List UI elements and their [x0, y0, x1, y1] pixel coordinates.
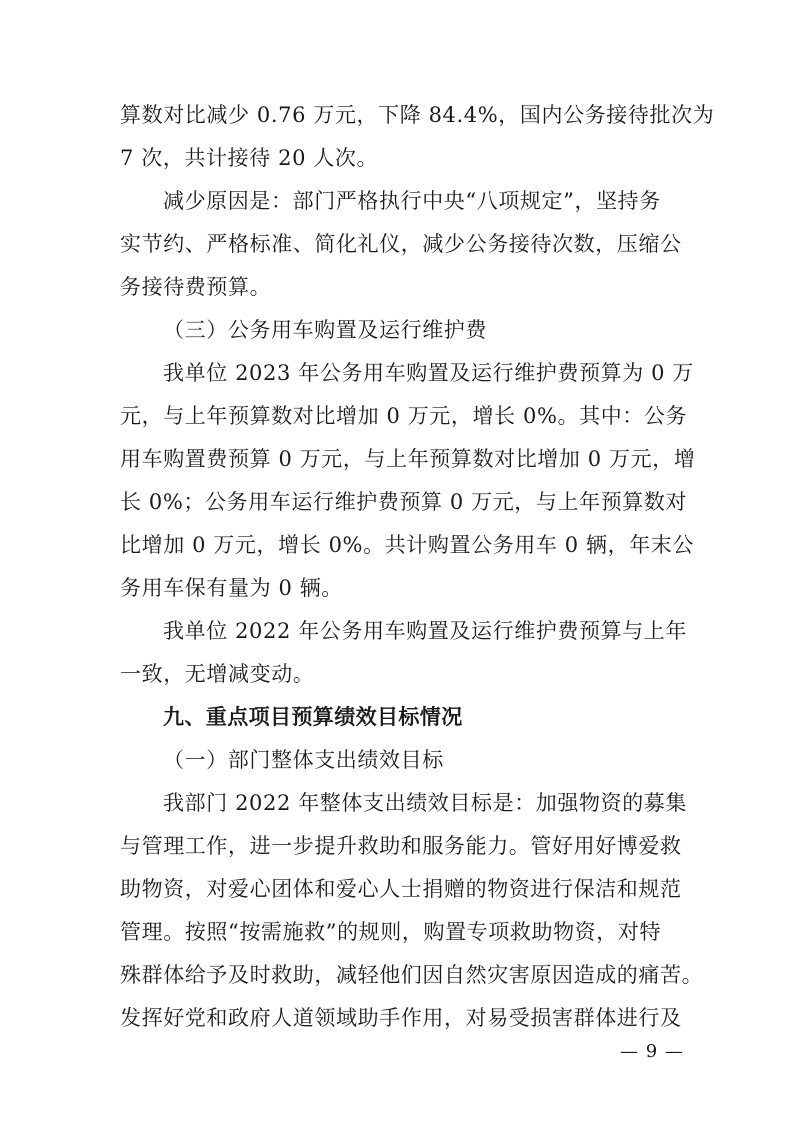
- body-text-line: 我单位 2022 年公务用车购置及运行维护费预算与上年: [163, 619, 687, 643]
- subsection-heading: （一）部门整体支出绩效目标: [163, 748, 444, 772]
- body-text-line: 比增加 0 万元，增长 0%。共计购置公务用车 0 辆，年末公: [120, 533, 695, 557]
- body-text-line: 一致，无增减变动。: [120, 662, 315, 686]
- body-text-line: 管理。按照“按需施救”的规则，购置专项救助物资，对特: [120, 920, 662, 944]
- body-text-line: 务接待费预算。: [120, 275, 272, 299]
- body-text-line: 算数对比减少 0.76 万元，下降 84.4%，国内公务接待批次为: [120, 103, 715, 127]
- subsection-heading: （三）公务用车购置及运行维护费: [163, 318, 487, 342]
- section-heading: 九、重点项目预算绩效目标情况: [163, 705, 463, 729]
- body-text-line: 用车购置费预算 0 万元，与上年预算数对比增加 0 万元，增: [120, 447, 696, 471]
- body-text-line: 我部门 2022 年整体支出绩效目标是：加强物资的募集: [163, 791, 687, 815]
- page-number: — 9 —: [620, 1041, 684, 1062]
- body-text-line: 发挥好党和政府人道领域助手作用，对易受损害群体进行及: [120, 1006, 682, 1030]
- body-text-line: 长 0%；公务用车运行维护费预算 0 万元，与上年预算数对: [120, 490, 688, 514]
- body-text-line: 减少原因是：部门严格执行中央“八项规定”，坚持务: [163, 189, 661, 213]
- body-text-line: 务用车保有量为 0 辆。: [120, 576, 343, 600]
- body-text-line: 殊群体给予及时救助，减轻他们因自然灾害原因造成的痛苦。: [120, 963, 704, 987]
- body-text-line: 7 次，共计接待 20 人次。: [120, 146, 379, 170]
- body-text-line: 元，与上年预算数对比增加 0 万元，增长 0%。其中：公务: [120, 404, 688, 428]
- body-text-line: 实节约、严格标准、简化礼仪，减少公务接待次数，压缩公: [120, 232, 682, 256]
- body-text-line: 助物资，对爱心团体和爱心人士捐赠的物资进行保洁和规范: [120, 877, 682, 901]
- body-text-line: 我单位 2023 年公务用车购置及运行维护费预算为 0 万: [163, 361, 694, 385]
- body-text-line: 与管理工作，进一步提升救助和服务能力。管好用好博爱救: [120, 834, 682, 858]
